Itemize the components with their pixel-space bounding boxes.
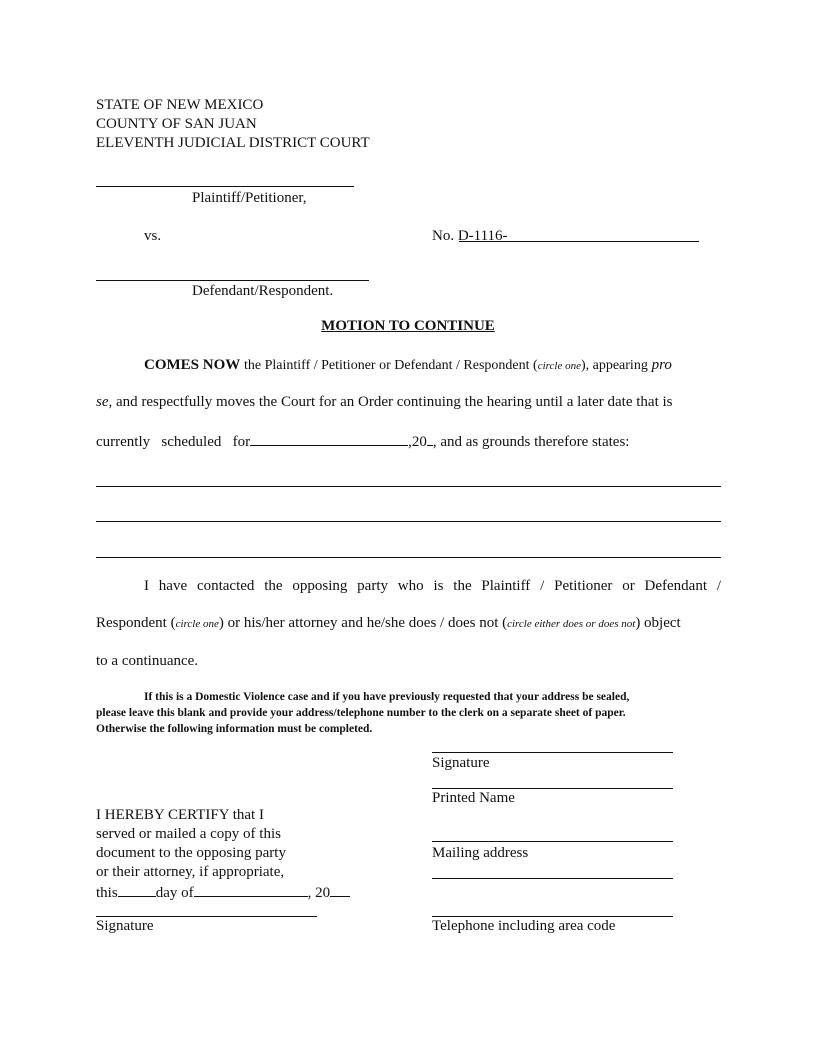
- notice-line2: please leave this blank and provide your address/telephone number to the clerk on a separate sheet of paper.: [96, 707, 626, 719]
- state-name: STATE OF NEW MEXICO: [96, 97, 264, 113]
- certify-line3: document to the opposing party: [96, 845, 286, 861]
- p1-line3-a: currently scheduled for: [96, 434, 251, 450]
- printed-name-label: Printed Name: [432, 790, 515, 806]
- certify-day-field[interactable]: [118, 882, 156, 897]
- p1-line3-b: , and as grounds therefore states:: [432, 434, 630, 450]
- p1-text-b: ), appearing: [580, 358, 648, 373]
- notice-line1: If this is a Domestic Violence case and if you have previously requested that your address be sealed,: [144, 691, 630, 703]
- vs-label: vs.: [144, 228, 162, 244]
- certify-year-field[interactable]: [330, 882, 350, 897]
- paragraph1-line3: [96, 431, 721, 452]
- grounds-line-1[interactable]: [96, 486, 721, 487]
- comes-now: COMES NOW: [144, 357, 241, 373]
- telephone-label: Telephone including area code: [432, 918, 616, 934]
- document-title: MOTION TO CONTINUE: [321, 318, 495, 334]
- mailing-address-field-2[interactable]: [432, 878, 673, 879]
- certificate-of-service: [96, 806, 350, 903]
- certify-this: this: [96, 885, 118, 901]
- paragraph2-line1: I have contacted the opposing party who is the Plaintiff / Petitioner or Defendant /: [144, 578, 721, 594]
- p2-text-c: ) object: [635, 615, 681, 631]
- certify-line5: [96, 882, 350, 903]
- p2-text-b: ) or his/her attorney and he/she does / does not (: [218, 615, 508, 631]
- hearing-date-field[interactable]: [250, 431, 408, 446]
- case-number: [432, 227, 508, 246]
- court-name: ELEVENTH JUDICIAL DISTRICT COURT: [96, 135, 370, 151]
- paragraph2-line3: to a continuance.: [96, 653, 199, 669]
- certify-day-of: day of: [155, 885, 194, 901]
- signature-label: Signature: [432, 755, 490, 771]
- certify-signature-label: Signature: [96, 918, 154, 934]
- dv-notice: [96, 689, 721, 737]
- p1-text-a: the Plaintiff / Petitioner or Defendant / Respondent (: [244, 358, 538, 373]
- p1-circle-one: circle one: [537, 360, 581, 372]
- defendant-name-field[interactable]: [96, 280, 369, 281]
- paragraph2-line2: [96, 614, 721, 634]
- mailing-address-label: Mailing address: [432, 845, 529, 861]
- paragraph1-line2: [96, 393, 721, 412]
- certify-line1: I HEREBY CERTIFY that I: [96, 807, 264, 823]
- p1-year-prefix: ,20: [408, 434, 427, 450]
- certify-year: , 20: [307, 885, 331, 901]
- p1-pro: pro: [651, 357, 672, 373]
- notice-line3: Otherwise the following information must be completed.: [96, 723, 373, 735]
- certify-month-field[interactable]: [194, 882, 308, 897]
- p2-circle-either: circle either does or does not: [507, 618, 636, 630]
- county-name: COUNTY OF SAN JUAN: [96, 116, 257, 132]
- plaintiff-name-field[interactable]: [96, 186, 354, 187]
- paragraph1-line1: [96, 356, 721, 376]
- defendant-label: Defendant/Respondent.: [192, 283, 334, 299]
- p2-text-a: Respondent (: [96, 615, 176, 631]
- certify-line2: served or mailed a copy of this: [96, 826, 281, 842]
- grounds-line-3[interactable]: [96, 557, 721, 558]
- p1-line2: , and respectfully moves the Court for an Order continuing the hearing until a later date that is: [108, 394, 673, 410]
- certify-line4: or their attorney, if appropriate,: [96, 864, 285, 880]
- court-header: [96, 96, 370, 153]
- mailing-address-field[interactable]: [432, 841, 673, 842]
- p2-circle-one: circle one: [175, 618, 219, 630]
- p1-se: se: [96, 394, 109, 410]
- signature-field[interactable]: [432, 752, 673, 753]
- grounds-line-2[interactable]: [96, 521, 721, 522]
- case-number-field[interactable]: [459, 241, 699, 242]
- case-number-prefix: No. D-1116-: [432, 228, 508, 244]
- plaintiff-label: Plaintiff/Petitioner,: [192, 190, 307, 206]
